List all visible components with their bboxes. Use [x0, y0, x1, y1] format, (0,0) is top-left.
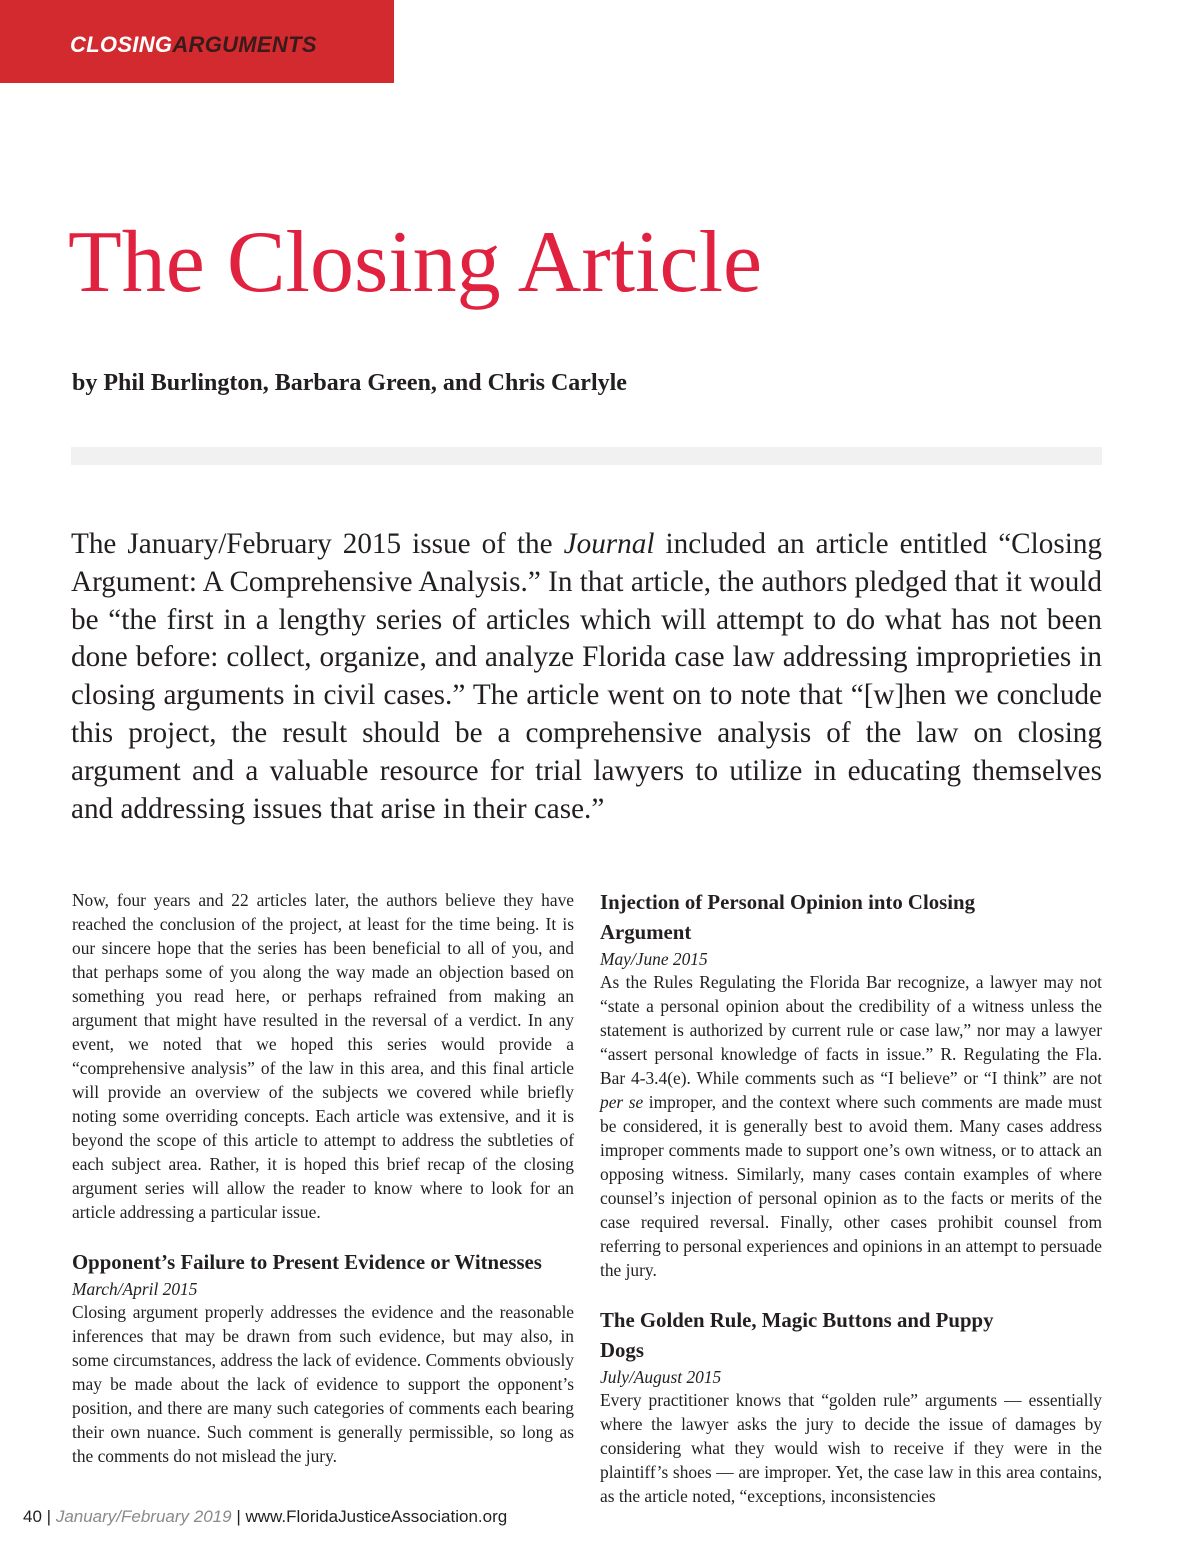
section-label — [70, 32, 317, 58]
section-body-text-2: improper, and the context where such comments are made must be considered, it is generally best to avoid them. Many cases address improper comments made to support one’s own witness, or to attack an opposing witness. Similarly, many cases contain examples of where counsel’s injection of personal opinion as to the facts or merits of the case required reversal. Finally, other cases prohibit counsel from referring to personal experiences and opinions in an attempt to persuade the jury. — [600, 1092, 1102, 1280]
issue-date: January/February 2019 — [55, 1507, 232, 1526]
section-banner — [0, 0, 394, 83]
section-label-arguments: ARGUMENTS — [172, 32, 317, 57]
lead-text-1: The January/February 2015 issue of the — [71, 528, 564, 560]
section-date: March/April 2015 — [72, 1279, 198, 1299]
section-date: July/August 2015 — [600, 1367, 722, 1387]
right-column — [600, 888, 1102, 1508]
section-heading: Injection of Personal Opinion into Closing Argument — [600, 891, 975, 944]
divider-bar — [71, 447, 1102, 465]
lead-text-2: included an article entitled “Closing Argument: A Comprehensive Analysis.” In that article, the authors pledged that it would be “the first in a lengthy series of articles which will attempt to do what has not been done before: collect, organize, and analyze Florida case law addressing improprieties in closing arguments in civil cases.” The article went on to note that “[w]hen we conclude this project, the result should be a comprehensive analysis of the law on closing argument and a valuable resource for trial lawyers to utilize in educating themselves and addressing issues that arise in their case.” — [71, 528, 1103, 825]
section-golden-rule — [600, 1306, 1102, 1508]
section-heading: Opponent’s Failure to Present Evidence or Witnesses — [72, 1251, 542, 1274]
section-body-text-1: As the Rules Regulating the Florida Bar recognize, a lawyer may not “state a personal opinion about the credibility of a witness unless the statement is authorized by current rule or case law,” nor may a lawyer “assert personal knowledge of facts in issue.” R. Regulating the Fla. Bar 4-3.4(e). While comments such as “I believe” or “I think” are not — [600, 972, 1102, 1088]
lead-paragraph — [71, 526, 1102, 828]
section-heading: The Golden Rule, Magic Buttons and Puppy Dogs — [600, 1309, 994, 1362]
per-se-italic: per se — [600, 1092, 644, 1112]
page-footer — [23, 1507, 507, 1527]
left-column — [72, 888, 574, 1468]
section-body — [600, 970, 1102, 1282]
footer-separator: | — [46, 1507, 52, 1526]
footer-separator: | — [236, 1507, 241, 1526]
section-date: May/June 2015 — [600, 949, 708, 969]
section-body: Every practitioner knows that “golden rule” arguments — essentially where the lawyer asks the jury to decide the issue of damages by considering what they would wish to receive if they were in the plaintiff’s shoes — are improper. Yet, the case law in this area contains, as the article noted, “exceptions, inconsistencies — [600, 1390, 1102, 1506]
website-link[interactable]: www.FloridaJusticeAssociation.org — [245, 1507, 508, 1526]
section-opponent-failure — [72, 1248, 574, 1468]
section-body: Closing argument properly addresses the evidence and the reasonable inferences that may be drawn from such evidence, but may also, in some circumstances, address the lack of evidence. Comments obviously may be made about the lack of evidence to support the opponent’s position, and there are many such categories of comments each bearing their own nuance. Such comment is generally permissible, so long as the comments do not mislead the jury. — [72, 1302, 574, 1466]
section-personal-opinion — [600, 888, 1102, 1282]
section-label-closing: CLOSING — [70, 32, 173, 57]
article-title: The Closing Article — [68, 214, 763, 311]
intro-paragraph: Now, four years and 22 articles later, the authors believe they have reached the conclusion of the project, at least for the time being. It is our sincere hope that the series has been beneficial to all of you, and that perhaps some of you along the way made an objection based on something you read here, or perhaps refrained from making an argument that might have resulted in the reversal of a verdict. In any event, we noted that we hoped this series would provide a “comprehensive analysis” of the law in this area, and this final article will provide an overview of the subjects we covered while briefly noting some overriding concepts. Each article was extensive, and it is beyond the scope of this article to attempt to address the subtleties of each subject area. Rather, it is hoped this brief recap of the closing argument series will allow the reader to know where to look for an article addressing a particular issue. — [72, 890, 574, 1222]
journal-title: Journal — [563, 528, 655, 560]
page-number: 40 — [23, 1507, 42, 1526]
byline: by Phil Burlington, Barbara Green, and Chris Carlyle — [72, 370, 627, 396]
